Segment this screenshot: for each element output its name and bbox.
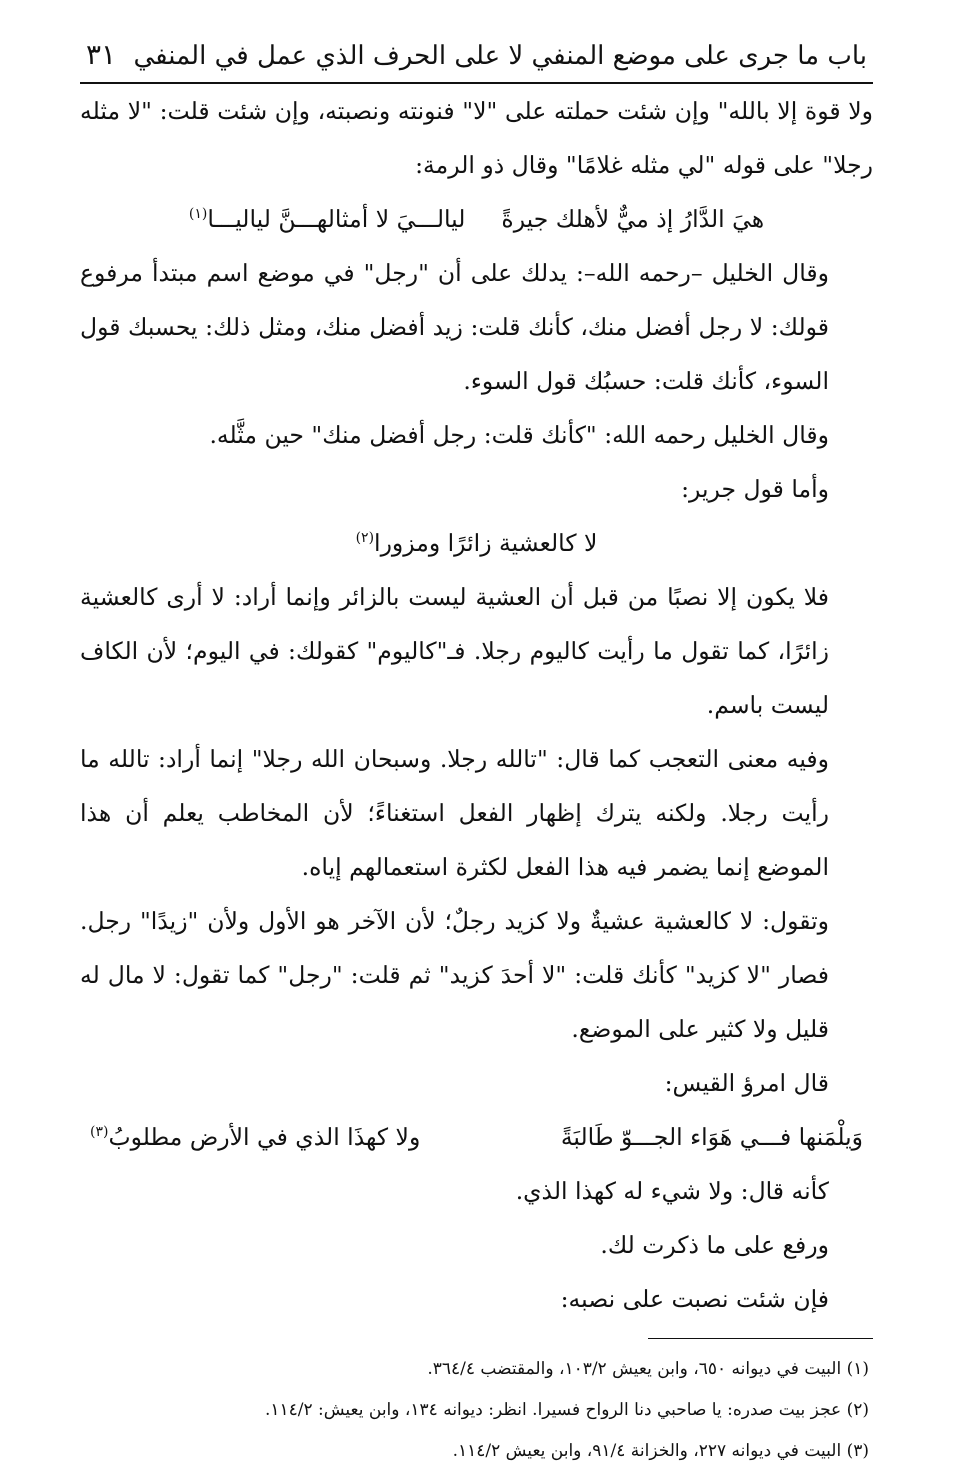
verse-3 (80, 1110, 873, 1164)
verse-3-hemistich-a: وَيلْمَنها فـــي هَوَاء الجـــوّ طَالبَةً (560, 1123, 863, 1151)
footnote-1: (١) البيت في ديوانه ٦٥٠، وابن يعيش ١٠٣/٢، والمقتضب ٣٦٤/٤. (427, 1359, 869, 1379)
book-page (80, 38, 873, 1461)
verse-3-hemistich-b: ولا كهذَا الذي في الأرض مطلوبُ$^{(٣)}$ (90, 1123, 421, 1151)
footnote-3: (٣) البيت في ديوانه ٢٢٧، والخزانة ٩١/٤، وابن يعيش ١١٤/٢. (452, 1441, 869, 1461)
page-number: ٣١ (86, 38, 117, 71)
paragraph-2: وقال الخليل –رحمه الله–: يدلك على أن "رجل" في موضع اسم مبتدأ مرفوع قولك: لا رجل أفضل منك، كأنك قلت: زيد أفضل منك، ومثل ذلك: يحسبك قول السوء، كأنك قلت: حسبُك قول السوء. (80, 259, 829, 395)
footnote-2: (٢) عجز بيت صدره: يا صاحبي دنا الرواح فسيرا. انظر: ديوانه ١٣٤، وابن يعيش: ١١٤/٢. (264, 1400, 869, 1420)
paragraph-3: وقال الخليل رحمه الله: "كأنك قلت: رجل أفضل منك" حين مثَّله. (209, 421, 829, 449)
running-header (80, 38, 873, 84)
paragraph-9: كأنه قال: ولا شيء له كهذا الذي. (515, 1177, 829, 1205)
paragraph-1: ولا قوة إلا بالله" وإن شئت حملته على "لا" فنونته ونصبته، وإن شئت قلت: "لا مثله رجلا" على قوله "لي مثله غلامًا" وقال ذو الرمة: (80, 97, 873, 179)
paragraph-11: فإن شئت نصبت على نصبه: (560, 1285, 829, 1313)
header-title: باب ما جرى على موضع المنفي لا على الحرف الذي عمل في المنفي (133, 41, 867, 71)
footnote-ref-2: (٢) (355, 530, 375, 547)
paragraph-7: وتقول: لا كالعشية عشيةٌ ولا كزيد رجلٌ؛ لأن الآخر هو الأول ولأن "زيدًا" رجل. فصار "لا كزيد" كأنك قلت: "لا أحدَ كزيد" ثم قلت: "رجل" كما تقول: لا مال له قليل ولا كثير على الموضع. (80, 907, 829, 1043)
footnotes (80, 1349, 873, 1472)
paragraph-10: ورفع على ما ذكرت لك. (600, 1231, 829, 1259)
verse-1-hemistich-b: ليالـــيَ لا أمثالهـــنَّ لياليـــا$^{(١)}$ (188, 205, 466, 233)
paragraph-5: فلا يكون إلا نصبًا من قبل أن العشية ليست بالزائر وإنما أراد: لا أرى كالعشية زائرًا، كما تقول ما رأيت كاليوم رجلا. فـ"كاليوم" كقولك: في اليوم؛ لأن الكاف ليست باسم. (80, 583, 829, 719)
paragraph-8: قال امرؤ القيس: (664, 1069, 829, 1097)
paragraph-6: وفيه معنى التعجب كما قال: "تالله رجلا. وسبحان الله رجلا" إنما أراد: تالله ما رأيت رجلا. ولكنه يترك إظهار الفعل استغناءً؛ لأن المخاطب يعلم أن هذا الموضع إنما يضمر فيه هذا الفعل لكثرة استعمالهم إياه. (80, 745, 829, 881)
footnote-ref-1: (١) (188, 206, 208, 223)
verse-2: لا كالعشية زائرًا ومزورا$^{(٢)}$ (355, 529, 598, 557)
page-body (80, 84, 873, 1326)
verse-1 (80, 192, 873, 246)
paragraph-4: وأما قول جرير: (681, 475, 829, 503)
verse-1-hemistich-a: هيَ الدَّارُ إذ ميٌّ لأهلك جيرةً (501, 205, 765, 233)
footnote-ref-3: (٣) (90, 1124, 109, 1141)
footnote-separator (648, 1338, 873, 1339)
